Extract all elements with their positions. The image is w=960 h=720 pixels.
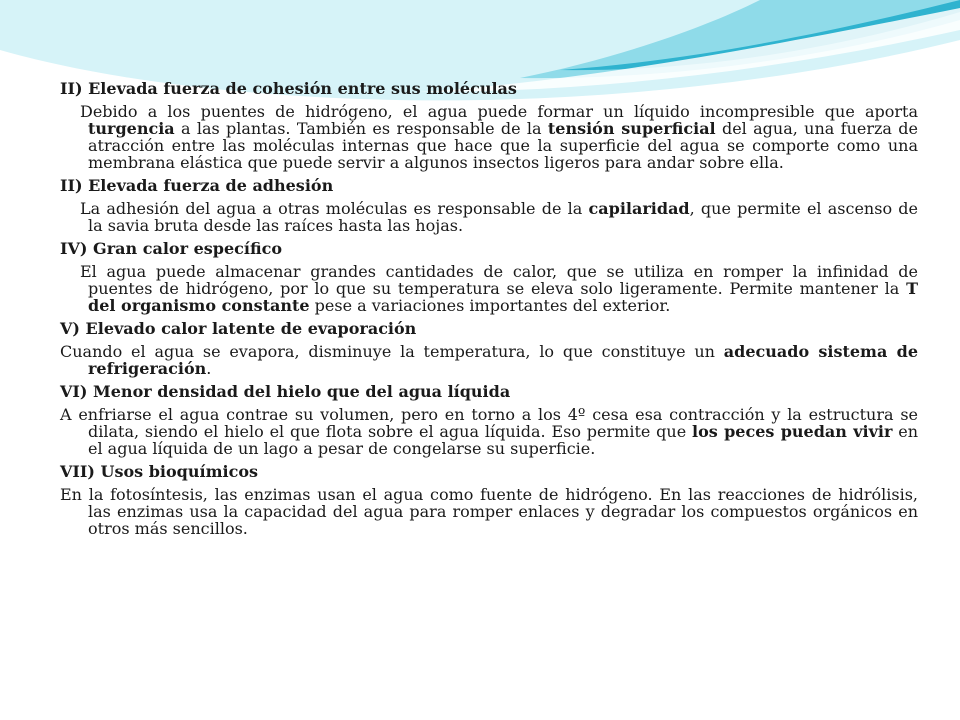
text-run: El agua puede almacenar grandes cantidades de calor, que se utiliza en romper la infinidad de puentes de hidrógeno, por lo que su temperatura se eleva solo ligeramente. Permite mantener la: [80, 262, 918, 298]
section-paragraph: [60, 200, 918, 234]
section-heading: IV) Gran calor específico: [60, 239, 282, 258]
text-run: Cuando el agua se evapora, disminuye la temperatura, lo que constituye un: [60, 342, 724, 361]
text-run: La adhesión del agua a otras moléculas es responsable de la: [80, 199, 589, 218]
slide-content: [60, 80, 918, 543]
text-run: en el agua líquida de un lago a pesar de congelarse su superficie.: [88, 422, 919, 458]
text-run: del agua, una fuerza de atracción entre las moléculas internas que hace que la superficie del agua se comporte como una membrana elástica que puede servir a algunos insectos ligeros para andar sobre ella.: [88, 119, 919, 172]
text-run: .: [206, 359, 212, 378]
bold-term: los peces puedan vivir: [692, 422, 893, 441]
bold-term: T del organismo constante: [88, 279, 918, 315]
section-heading: VI) Menor densidad del hielo que del agua líquida: [60, 382, 511, 401]
bold-term: capilaridad: [588, 199, 690, 218]
text-run: , que permite el ascenso de la savia bruta desde las raíces hasta las hojas.: [88, 199, 919, 235]
text-run: En la fotosíntesis, las enzimas usan el agua como fuente de hidrógeno. En las reacciones de hidrólisis, las enzimas usa la capacidad del agua para romper enlaces y degradar los compuestos orgánicos en otros más sencillos.: [60, 485, 918, 538]
section-paragraph: [60, 486, 918, 537]
text-run: a las plantas. También es responsable de la: [174, 119, 548, 138]
text-run: pese a variaciones importantes del exterior.: [309, 296, 671, 315]
bold-term: tensión superficial: [547, 119, 716, 138]
section-heading: II) Elevada fuerza de cohesión entre sus moléculas: [60, 79, 517, 98]
section-heading: VII) Usos bioquímicos: [60, 462, 258, 481]
bold-term: turgencia: [88, 119, 175, 138]
text-run: A enfriarse el agua contrae su volumen, pero en torno a los 4º cesa esa contracción y la estructura se dilata, siendo el hielo el que flota sobre el agua líquida. Eso permite que: [60, 405, 918, 441]
section-paragraph: [60, 406, 918, 457]
section-paragraph: [60, 103, 918, 171]
section-heading: II) Elevada fuerza de adhesión: [60, 176, 334, 195]
section-paragraph: [60, 343, 918, 377]
bold-term: adecuado sistema de refrigeración: [88, 342, 919, 378]
section-heading: V) Elevado calor latente de evaporación: [60, 319, 417, 338]
section-paragraph: [60, 263, 918, 314]
text-run: Debido a los puentes de hidrógeno, el agua puede formar un líquido incompresible que aporta: [80, 102, 918, 121]
